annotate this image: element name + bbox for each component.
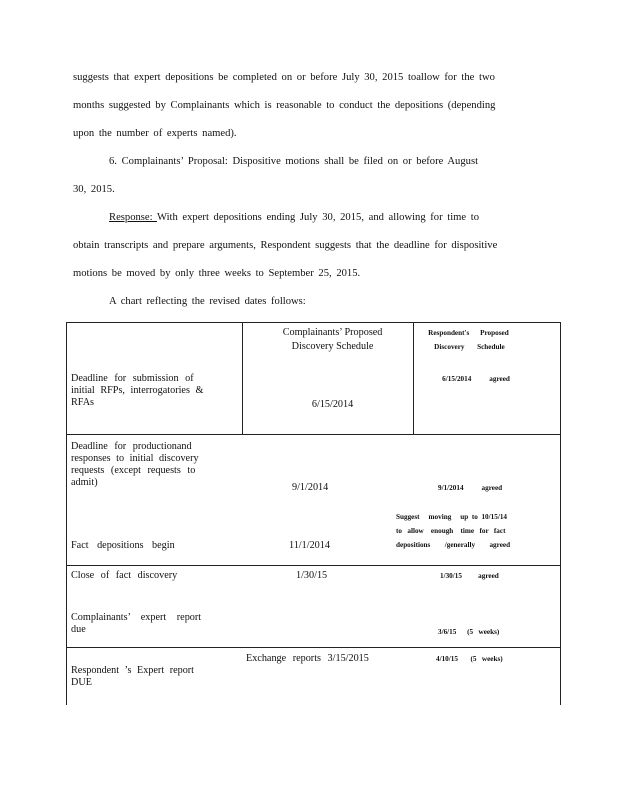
r5-label-line: Complainants’ expert report bbox=[71, 612, 202, 623]
paragraph-line: upon the number of experts named). bbox=[73, 128, 237, 139]
r6-complainants-note: Exchange reports 3/15/2015 bbox=[246, 653, 369, 664]
r2-complainants-date: 9/1/2014 bbox=[292, 482, 329, 493]
r6-label-line: Respondent ’s Expert report bbox=[71, 665, 195, 676]
r2-label-line: responses to initial discovery bbox=[71, 453, 199, 464]
respondent-header: Discovery Schedule bbox=[434, 343, 505, 351]
r3-complainants-date: 11/1/2014 bbox=[289, 540, 330, 551]
response-line: obtain transcripts and prepare arguments, Respondent suggests that the deadline for dispositive bbox=[73, 240, 498, 251]
respondent-header: Respondent's Proposed bbox=[428, 329, 509, 337]
r1-label-line: Deadline for submission of bbox=[71, 373, 194, 384]
r3-respondent-note: depositions /generally agreed bbox=[396, 541, 511, 549]
r1-complainants-date: 6/15/2014 bbox=[311, 399, 354, 410]
paragraph-line: months suggested by Complainants which is reasonable to conduct the depositions (depending bbox=[73, 100, 496, 111]
r3-respondent-note: Suggest moving up to 10/15/14 bbox=[396, 513, 508, 521]
r2-label-line: Deadline for productionand bbox=[71, 441, 192, 452]
response-label: Response: bbox=[109, 212, 158, 223]
r4-respondent-date: 1/30/15 agreed bbox=[440, 572, 499, 580]
r1-respondent-date: 6/15/2014 agreed bbox=[442, 375, 510, 383]
r6-label-line: DUE bbox=[71, 677, 92, 688]
r1-label-line: RFAs bbox=[71, 397, 95, 408]
r2-label bbox=[71, 441, 199, 489]
r5-respondent-date: 3/6/15 (5 weeks) bbox=[438, 628, 500, 636]
r3-label: Fact depositions begin bbox=[71, 540, 175, 551]
proposal-line: 6. Complainants’ Proposal: Dispositive motions shall be filed on or before August bbox=[109, 156, 479, 167]
chart-intro-line: A chart reflecting the revised dates follows: bbox=[109, 296, 306, 307]
response-line: motions be moved by only three weeks to September 25, 2015. bbox=[73, 268, 361, 279]
proposal-line: 30, 2015. bbox=[73, 184, 115, 195]
r5-label bbox=[71, 612, 201, 636]
r4-complainants-date: 1/30/15 bbox=[296, 570, 328, 581]
r2-label-line: requests (except requests to bbox=[71, 465, 196, 476]
r6-label bbox=[71, 665, 194, 689]
r2-respondent-date: 9/1/2014 agreed bbox=[438, 484, 503, 492]
response-text: With expert depositions ending July 30, 2015, and allowing for time to bbox=[157, 212, 479, 223]
r1-label-line: initial RFPs, interrogatories & bbox=[71, 385, 204, 396]
r1-label bbox=[71, 373, 203, 409]
r6-respondent-date: 4/10/15 (5 weeks) bbox=[436, 655, 503, 663]
r3-respondent-note: to allow enough time for fact bbox=[396, 527, 506, 535]
complainants-header: Discovery Schedule bbox=[291, 341, 374, 352]
response-line bbox=[109, 212, 479, 223]
paragraph-line: suggests that expert depositions be completed on or before July 30, 2015 toallow for the two bbox=[73, 72, 495, 83]
complainants-header: Complainants’ Proposed bbox=[282, 327, 383, 338]
r2-label-line: admit) bbox=[71, 477, 98, 488]
r4-label: Close of fact discovery bbox=[71, 570, 178, 581]
r5-label-line: due bbox=[71, 624, 86, 635]
